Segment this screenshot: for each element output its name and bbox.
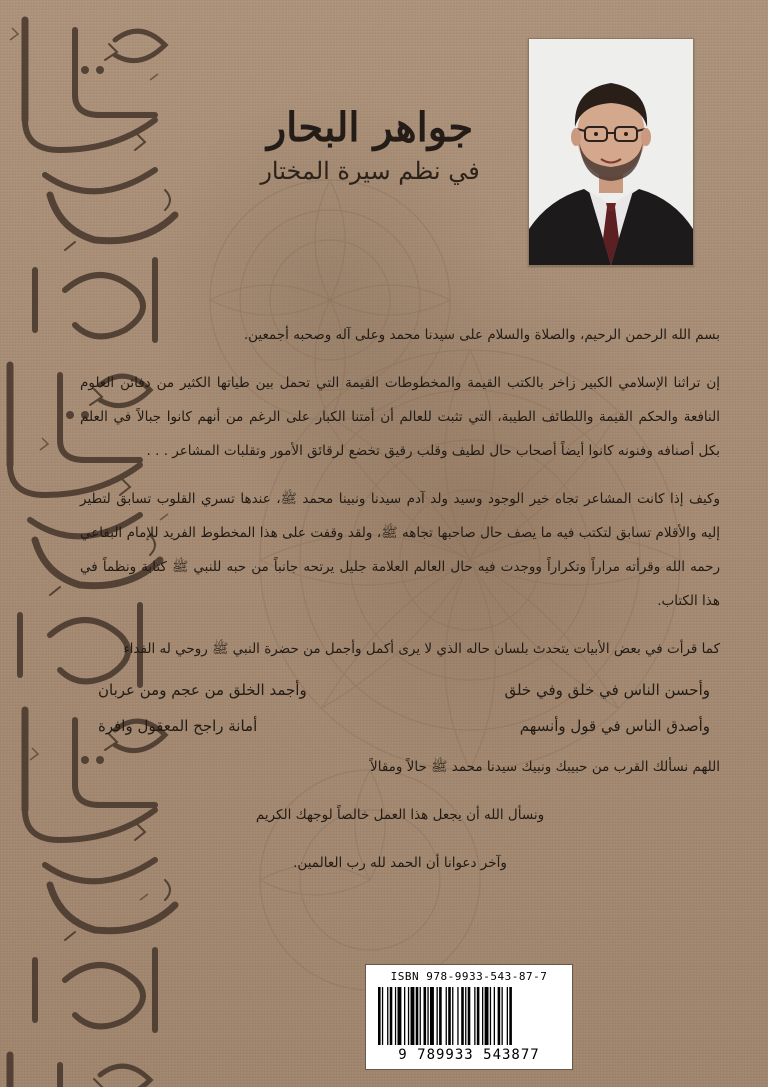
barcode-bar: [408, 987, 409, 1045]
paragraph-verses-intro: كما قرأت في بعض الأبيات يتحدث بلسان حاله الذي لا يرى أكمل وأجمل من حضرة النبي ﷺ روحي له الفداء: [123, 641, 720, 657]
isbn-label: ISBN 978-9933-543-87-7: [390, 970, 548, 983]
closing-dedication: ونسأل الله أن يجعل هذا العمل خالصاً لوجهك الكريم: [255, 807, 545, 823]
verse-first-half: وأحسن الناس في خلق وفي خلق: [504, 681, 710, 699]
barcode-bar: [452, 987, 453, 1045]
barcode-bar: [461, 987, 464, 1045]
paragraph-opening: بسم الله الرحمن الرحيم، والصلاة والسلام على سيدنا محمد وعلى آله وصحبه أجمعين.: [243, 327, 720, 343]
book-title: جواهر البحار: [266, 104, 474, 151]
author-photo: [528, 38, 694, 266]
barcode-bar: [437, 987, 438, 1045]
barcode-bar: [482, 987, 483, 1045]
barcode-bar: [395, 987, 396, 1045]
barcode-bar: [448, 987, 451, 1045]
isbn-barcode: [365, 964, 573, 1070]
poem-verses: [80, 672, 720, 744]
verse-line: [80, 672, 720, 708]
barcode-bar: [390, 987, 393, 1045]
paragraph-manuscript: وكيف إذا كانت المشاعر تجاه خير الوجود وسيد ولد آدم سيدنا ونبينا محمد ﷺ، عندها تسري القلوب تسابق لتطير إليه والأقلام تسابق لتكتب فيه ما يصف حال صاحبها تجاهه ﷺ، ولقد وقفت على هذا المخطوط الفريد للإمام البقاعي رحمه الله وقرأته مراراً وتكراراً ووجدت فيه حال العالم العلامة جليل يرتحه جانباً من حبه للنبي ﷺ كتابة ونظماً في هذا الكتاب.: [80, 491, 720, 609]
barcode-bar: [507, 987, 508, 1045]
barcode-bar: [509, 987, 512, 1045]
barcode-bar: [416, 987, 419, 1045]
barcode-bar: [465, 987, 466, 1045]
barcode-bar: [439, 987, 442, 1045]
barcode-bars: [378, 987, 560, 1047]
barcode-bar: [494, 987, 495, 1045]
barcode-bar: [498, 987, 501, 1045]
barcode-bar: [457, 987, 458, 1045]
back-cover-text: [80, 318, 720, 886]
verse-second-half: وأجمد الخلق من عجم ومن عربان: [98, 681, 307, 699]
barcode-bar: [424, 987, 427, 1045]
closing-prayer: اللهم نسألك القرب من حبيبك ونبيك سيدنا محمد ﷺ حالاً ومقالاً: [370, 759, 720, 775]
isbn-digits: 9 789933 543877: [398, 1047, 540, 1063]
barcode-bar: [398, 987, 402, 1045]
barcode-bar: [502, 987, 503, 1045]
barcode-bar: [387, 987, 388, 1045]
verse-second-half: أمانة راجح المعقول وافرة: [98, 717, 258, 735]
barcode-bar: [485, 987, 489, 1045]
barcode-bar: [490, 987, 491, 1045]
verse-first-half: وأصدق الناس في قول وأنسهم: [519, 717, 710, 735]
verse-line: [80, 708, 720, 744]
author-portrait: [529, 39, 693, 265]
barcode-bar: [446, 987, 447, 1045]
barcode-bar: [430, 987, 434, 1045]
barcode-bar: [468, 987, 471, 1045]
barcode-bar: [382, 987, 383, 1045]
paragraph-heritage: إن تراثنا الإسلامي الكبير زاخر بالكتب القيمة والمخطوطات القيمة التي تحمل بين طياتها الكثير من دفائن العلوم النافعة والحكم القيمة واللطائف الطيبة، التي تثبت للعالم أن أمتنا الكبار على الرغم من أنهم كانوا جبالاً في العلم بكل أصنافه وفنونه كانوا أيضاً أصحاب حال لطيف وقلب رقيق تخضع لرقائق الأمور وتقلبات المشاعر . . .: [80, 375, 720, 459]
barcode-bar: [477, 987, 480, 1045]
barcode-bar: [378, 987, 381, 1045]
barcode-bar: [474, 987, 475, 1045]
closing-final: وآخر دعوانا أن الحمد لله رب العالمين.: [293, 855, 507, 871]
barcode-bar: [420, 987, 421, 1045]
title-block: [220, 100, 520, 188]
barcode-bar: [404, 987, 405, 1045]
barcode-bar: [427, 987, 428, 1045]
book-subtitle: في نظم سيرة المختار: [260, 157, 480, 185]
barcode-bar: [411, 987, 415, 1045]
